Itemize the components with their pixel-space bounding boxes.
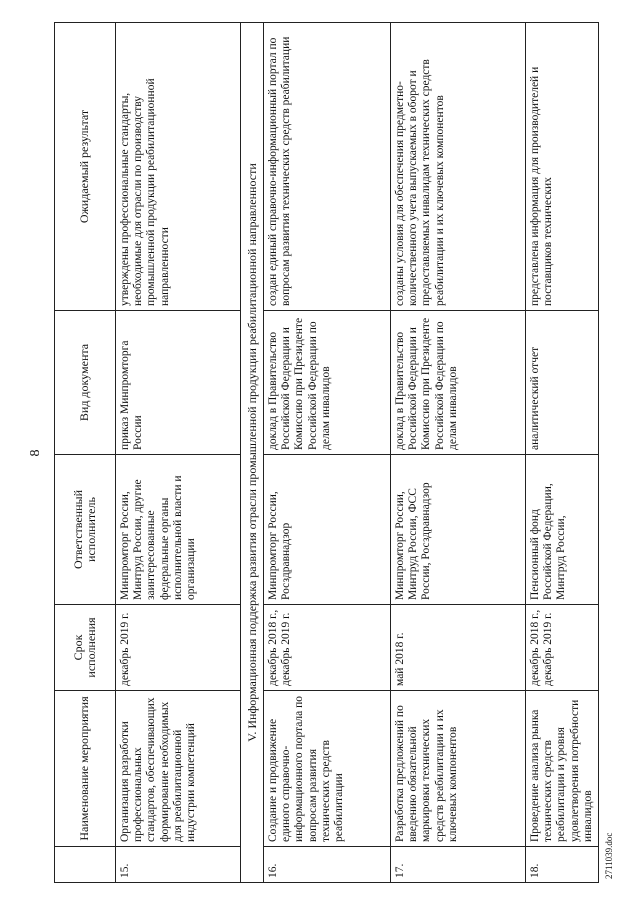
document-type: аналитический отчет	[526, 311, 599, 455]
deadline: декабрь 2018 г., декабрь 2019 г.	[526, 605, 599, 691]
executor: Минпромторг России, Минтруд России, ФСС России, Росздравнадзор	[391, 455, 526, 605]
document-filename: 2711039.doc	[604, 832, 614, 879]
row-number: 17.	[391, 847, 526, 883]
expected-result: созданы условия для обеспечения предметно-количественного учета выпускаемых в оборот и предоставляемых инвалидам технических средств реабилитации и их ключевых компонентов	[391, 23, 526, 311]
table-row	[264, 23, 391, 883]
activity-name: Организация разработки профессиональных стандартов, обеспечивающих формирование необходимых для реабилитационной индустрии компетенций	[116, 691, 241, 847]
document-type: доклад в Правительство Российской Федерации и Комиссию при Президенте Российской Федерации по делам инвалидов	[264, 311, 391, 455]
executor: Пенсионный фонд Российской Федерации, Минтруд России,	[526, 455, 599, 605]
document-page	[20, 23, 620, 883]
header-number	[55, 847, 116, 883]
expected-result: утверждены профессиональные стандарты, необходимые для отрасли по производству промышленной продукции реабилитационной направленности	[116, 23, 241, 311]
section-heading-row	[241, 23, 264, 883]
deadline: май 2018 г.	[391, 605, 526, 691]
header-activity-name: Наименование мероприятия	[55, 691, 116, 847]
table-header-row	[55, 23, 116, 883]
executor: Минпромторг России, Росздравнадзор	[264, 455, 391, 605]
action-plan-table	[54, 22, 599, 883]
page-number: 8	[28, 449, 43, 457]
row-number: 15.	[116, 847, 241, 883]
header-expected-result: Ожидаемый результат	[55, 23, 116, 311]
header-executor: Ответственный исполнитель	[55, 455, 116, 605]
expected-result: представлена информация для производителей и поставщиков технических	[526, 23, 599, 311]
header-deadline: Срок исполнения	[55, 605, 116, 691]
expected-result: создан единый справочно-информационный портал по вопросам развития технических средств реабилитации	[264, 23, 391, 311]
deadline: декабрь 2019 г.	[116, 605, 241, 691]
document-type: приказ Минпромторга России	[116, 311, 241, 455]
row-number: 16.	[264, 847, 391, 883]
table-row	[391, 23, 526, 883]
header-document-type: Вид документа	[55, 311, 116, 455]
table-row	[526, 23, 599, 883]
executor: Минпромторг России, Минтруд России, другие заинтересованные федеральные органы исполнительной власти и организации	[116, 455, 241, 605]
table-row	[116, 23, 241, 883]
activity-name: Разработка предложений по введению обязательной маркировки технических средств реабилитации и их ключевых компонентов	[391, 691, 526, 847]
activity-name: Проведение анализа рынка технических средств реабилитации и уровня удовлетворения потребности инвалидов	[526, 691, 599, 847]
activity-name: Создание и продвижение единого справочно-информационного портала по вопросам развития технических средств реабилитации	[264, 691, 391, 847]
row-number: 18.	[526, 847, 599, 883]
deadline: декабрь 2018 г., декабрь 2019 г.	[264, 605, 391, 691]
section-heading: V. Информационная поддержка развития отрасли промышленной продукции реабилитационной направленности	[241, 23, 264, 883]
document-type: доклад в Правительство Российской Федерации и Комиссию при Президенте Российской Федерации по делам инвалидов	[391, 311, 526, 455]
